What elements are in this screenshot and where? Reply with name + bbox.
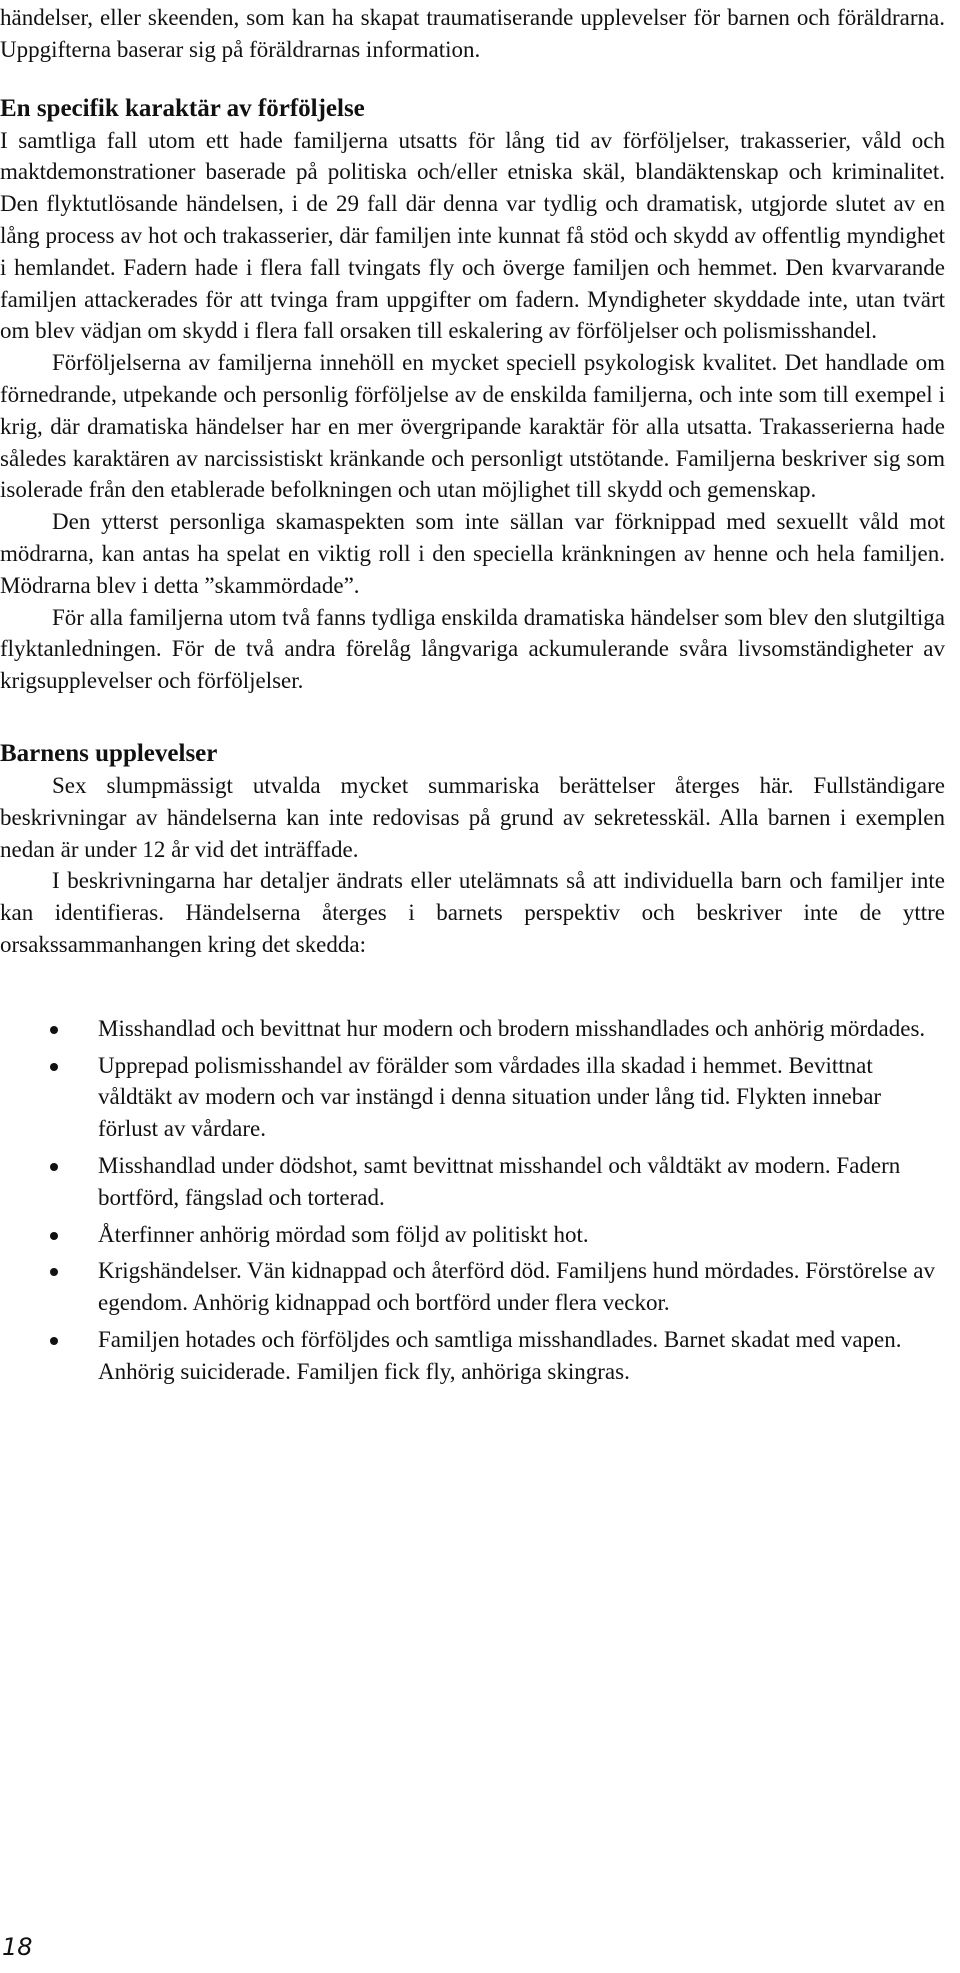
list-item xyxy=(98,1324,944,1388)
bullet-icon xyxy=(50,1163,58,1171)
body-paragraph: Sex slumpmässigt utvalda mycket summariska berättelser återges här. Fullständigare beskrivningar av händelserna kan inte redovisas på grund av sekretesskäl. Alla barnen i exemplen nedan är under 12 år vid det inträffade. xyxy=(0,772,945,862)
list-item-text: Upprepad polismisshandel av förälder som vårdades illa skadad i hemmet. Bevittnat våldtäkt av modern och var instängd i denna situation under lång tid. Flykten innebar förlust av vårdare. xyxy=(98,1052,882,1142)
list-item-text: Misshandlad under dödshot, samt bevittnat misshandel och våldtäkt av modern. Fadern bortförd, fängslad och torterad. xyxy=(98,1152,901,1210)
body-paragraph: För alla familjerna utom två fanns tydliga enskilda dramatiska händelser som blev den slutgiltiga flyktanledningen. För de två andra förelåg långvariga ackumulerande svåra livsomständigheter av krigsupplevelser och förföljelser. xyxy=(0,604,945,694)
body-paragraph: Den ytterst personliga skamaspekten som inte sällan var förknippad med sexuellt våld mot mödrarna, kan antas ha spelat en viktig roll i den speciella kränkningen av henne och hela familjen. Mödrarna blev i detta ”skammördade”. xyxy=(0,509,945,598)
page-number: 18 xyxy=(2,1933,33,1961)
intro-paragraph: händelser, eller skeenden, som kan ha skapat traumatiserande upplevelser för barnen och föräldrarna. Uppgifterna baserar sig på föräldrarnas information. xyxy=(0,5,945,62)
body-paragraph: I samtliga fall utom ett hade familjerna utsatts för lång tid av förföljelser, trakasserier, våld och maktdemonstrationer baserade på politiska och/eller etniska skäl, blandäktenskap och kriminalitet. Den flyktutlösande händelsen, i de 29 fall där denna var tydlig och dramatisk, utgjorde slutet av en lång process av hot och trakasserier, där familjen inte kunnat få stöd och skydd av offentlig myndighet i hemlandet. Fadern hade i flera fall tvingats fly och överge familjen och hemmet. Den kvarvarande familjen attackerades för att tvinga fram uppgifter om fadern. Myndigheter skyddade inte, utan tvärt om blev vädjan om skydd i flera fall orsaken till eskalering av förföljelser och polismisshandel. xyxy=(0,127,945,344)
bullet-icon xyxy=(50,1268,58,1276)
list-item-text: Familjen hotades och förföljdes och samtliga misshandlades. Barnet skadat med vapen. Anhörig suiciderade. Familjen fick fly, anhöriga skingras. xyxy=(98,1326,902,1384)
list-item xyxy=(98,1255,944,1319)
bullet-icon xyxy=(50,1337,58,1345)
list-item xyxy=(98,1150,944,1214)
body-paragraph: I beskrivningarna har detaljer ändrats eller utelämnats så att individuella barn och familjer inte kan identifieras. Händelserna återges i barnets perspektiv och beskriver inte de yttre orsakssammanhangen kring det skedda: xyxy=(0,868,945,957)
bullet-icon xyxy=(50,1232,58,1240)
list-item xyxy=(98,1219,944,1251)
list-item xyxy=(98,1050,944,1145)
section-heading-children: Barnens upplevelser xyxy=(0,739,218,767)
list-item-text: Återfinner anhörig mördad som följd av politiskt hot. xyxy=(98,1221,589,1247)
experience-list xyxy=(0,1013,944,1388)
list-item-text: Krigshändelser. Vän kidnappad och återförd död. Familjens hund mördades. Förstörelse av egendom. Anhörig kidnappad och bortförd under flera veckor. xyxy=(98,1258,935,1316)
bullet-icon xyxy=(50,1063,58,1071)
list-item-text: Misshandlad och bevittnat hur modern och brodern misshandlades och anhörig mördades. xyxy=(98,1015,926,1041)
section-heading-stalking: En specifik karaktär av förföljelse xyxy=(0,94,365,122)
body-paragraph: Förföljelserna av familjerna innehöll en mycket speciell psykologisk kvalitet. Det handlade om förnedrande, utpekande och personlig förföljelse av de enskilda familjerna, och inte som till exempel i krig, där dramatiska händelser har en mer övergripande karaktär för alla utsatta. Trakasserierna hade således karaktären av narcissistiskt kränkande och personligt utstötande. Familjerna beskriver sig som isolerade från den etablerade befolkningen och utan möjlighet till skydd och gemenskap. xyxy=(0,350,945,503)
list-item xyxy=(98,1013,944,1045)
bullet-icon xyxy=(50,1026,58,1034)
